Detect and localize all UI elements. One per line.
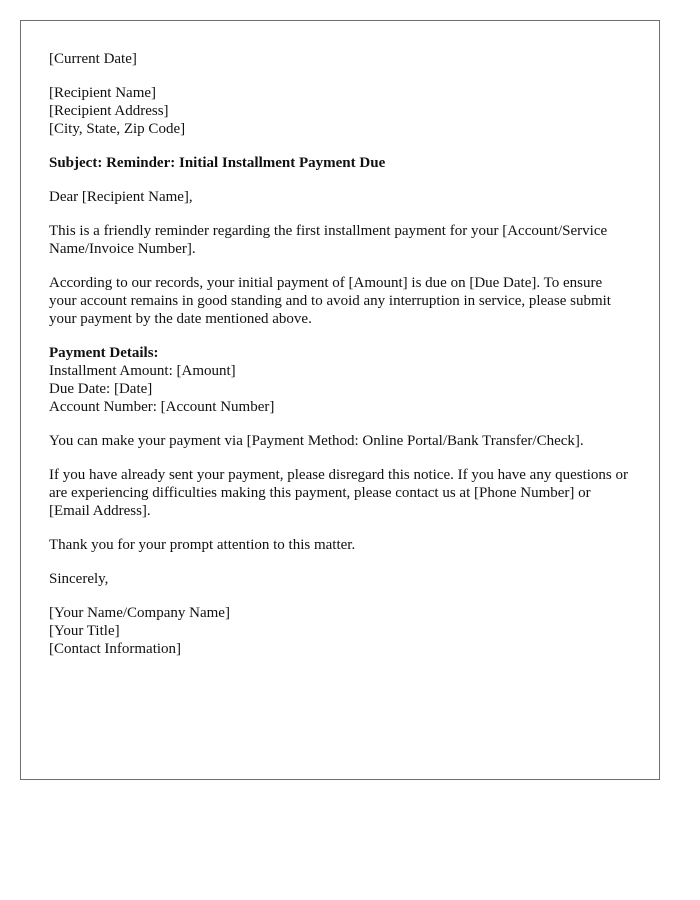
signature-block: [49, 604, 631, 658]
payment-details-heading: Payment Details:: [49, 345, 159, 361]
letter-page: [20, 20, 660, 780]
recipient-city-state-zip: [City, State, Zip Code]: [49, 121, 186, 137]
thanks-line: Thank you for your prompt attention to this matter.: [49, 537, 356, 553]
signature-contact: [Contact Information]: [49, 641, 182, 657]
body-intro: This is a friendly reminder regarding the first installment payment for your [Account/Service Name/Invoice Number].: [49, 223, 608, 257]
recipient-name: [Recipient Name]: [49, 85, 157, 101]
recipient-block: [49, 84, 631, 138]
account-number: Account Number: [Account Number]: [49, 399, 275, 415]
letter-subject: Subject: Reminder: Initial Installment Payment Due: [49, 155, 386, 171]
signature-name: [Your Name/Company Name]: [49, 605, 230, 621]
letter-date: [Current Date]: [49, 51, 137, 67]
already-paid-notice: If you have already sent your payment, please disregard this notice. If you have any questions or are experiencing difficulties making this payment, please contact us at [Phone Number] or [Email Address].: [49, 467, 628, 519]
payment-method: You can make your payment via [Payment Method: Online Portal/Bank Transfer/Check].: [49, 433, 584, 449]
installment-amount: Installment Amount: [Amount]: [49, 363, 236, 379]
closing-line: Sincerely,: [49, 571, 109, 587]
payment-details-block: [49, 344, 631, 416]
due-date: Due Date: [Date]: [49, 381, 153, 397]
letter-salutation: Dear [Recipient Name],: [49, 189, 193, 205]
recipient-address: [Recipient Address]: [49, 103, 169, 119]
body-records: According to our records, your initial payment of [Amount] is due on [Due Date]. To ensure your account remains in good standing and to avoid any interruption in service, please submit your payment by the date mentioned above.: [49, 275, 611, 327]
signature-title: [Your Title]: [49, 623, 120, 639]
